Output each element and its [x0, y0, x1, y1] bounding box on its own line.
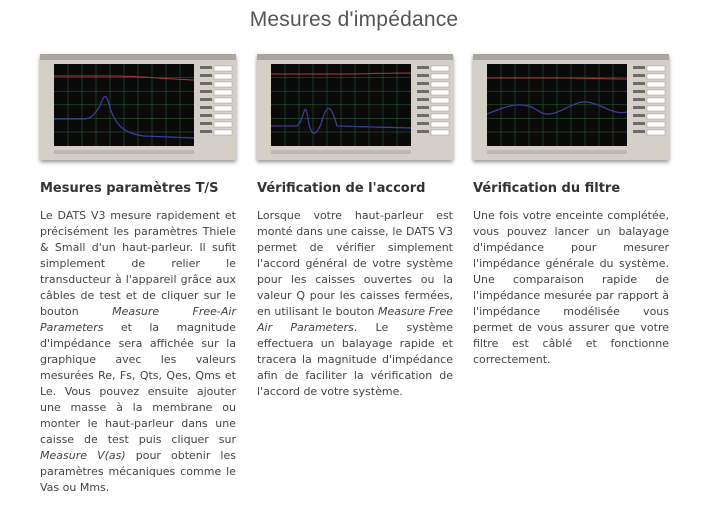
plot-area	[271, 64, 411, 146]
graph-window-icon	[257, 54, 453, 160]
readout-field	[647, 130, 665, 135]
readout-label	[633, 82, 645, 85]
readout-panel	[200, 66, 232, 135]
page-title: Mesures d'impédance	[249, 8, 459, 31]
readout-field	[431, 130, 449, 135]
readout-field	[214, 122, 232, 127]
readout-field	[431, 82, 449, 87]
menu-bar	[40, 54, 236, 60]
readout-field	[647, 106, 665, 111]
plot-area	[54, 64, 194, 146]
readout-field	[214, 114, 232, 119]
menu-bar	[257, 54, 453, 60]
readout-field	[214, 82, 232, 87]
readout-field	[647, 66, 665, 71]
text-tuning-check	[257, 208, 453, 400]
readout-label	[417, 114, 429, 117]
paragraph-text: Le DATS V3 mesure rapidement et précisément les paramètres Thiele & Small d'un haut-parleur. Il sufit simplement de relier le transducteur à l'appareil grâce aux câbles de test et de cliquer sur le bouton	[40, 209, 236, 318]
paragraph-text: pour obtenir les paramètres mécaniques comme le Vas ou Mms.	[40, 449, 236, 494]
readout-field	[214, 90, 232, 95]
status-bar	[487, 150, 627, 154]
readout-label	[200, 106, 212, 109]
readout-label	[633, 66, 645, 69]
readout-panel	[417, 66, 449, 135]
readout-field	[647, 90, 665, 95]
readout-label	[417, 82, 429, 85]
text-ts-params	[40, 208, 236, 496]
readout-field	[214, 74, 232, 79]
paragraph-text: . Le système effectuera un balayage rapide et tracera la magnitude d'impédance afin de faciliter la vérification de l'accord de votre système.	[257, 321, 453, 398]
readout-label	[417, 98, 429, 101]
heading-ts-params: Mesures paramètres T/S	[40, 181, 219, 196]
button-name-text: Measure V(as)	[40, 449, 126, 462]
readout-field	[214, 106, 232, 111]
readout-label	[417, 106, 429, 109]
readout-field	[647, 114, 665, 119]
status-bar	[271, 150, 411, 154]
readout-field	[431, 90, 449, 95]
screenshot-tuning-check[interactable]	[257, 54, 453, 160]
readout-field	[431, 66, 449, 71]
readout-label	[633, 90, 645, 93]
menu-bar	[473, 54, 669, 60]
status-bar	[54, 150, 194, 154]
readout-field	[214, 130, 232, 135]
paragraph-text: Lorsque votre haut-parleur est monté dans une caisse, le DATS V3 permet de vérifier simplement l'accord général de votre système pour les caisses ouvertes ou la valeur Q pour les caisses fermées, en utilisant le bouton	[257, 209, 453, 318]
readout-field	[647, 122, 665, 127]
readout-label	[633, 114, 645, 117]
readout-label	[200, 130, 212, 133]
readout-label	[417, 90, 429, 93]
readout-field	[431, 74, 449, 79]
heading-filter-check: Vérification du filtre	[473, 181, 621, 196]
readout-label	[633, 130, 645, 133]
heading-tuning-check: Vérification de l'accord	[257, 181, 426, 196]
readout-label	[633, 74, 645, 77]
readout-field	[214, 66, 232, 71]
readout-label	[633, 98, 645, 101]
readout-label	[200, 114, 212, 117]
readout-label	[200, 74, 212, 77]
readout-label	[633, 122, 645, 125]
readout-label	[633, 106, 645, 109]
button-name-text: Measure Free-Air Parameters	[40, 305, 236, 334]
readout-field	[431, 106, 449, 111]
readout-field	[214, 98, 232, 103]
readout-panel	[633, 66, 665, 135]
readout-label	[417, 74, 429, 77]
plot-area	[487, 64, 627, 146]
graph-window-icon	[473, 54, 669, 160]
paragraph-text: et la magnitude d'impédance sera affichée sur la graphique avec les valeurs mesurées Re, Fs, Qts, Qes, Qms et Le. Vous pouvez ensuite ajouter une masse à la membrane ou monter le haut-parleur dans une caisse de test puis cliquer sur	[40, 321, 236, 446]
readout-field	[431, 122, 449, 127]
readout-label	[200, 98, 212, 101]
readout-label	[417, 130, 429, 133]
readout-label	[417, 66, 429, 69]
readout-label	[200, 82, 212, 85]
text-filter-check	[473, 208, 669, 368]
readout-field	[647, 98, 665, 103]
readout-label	[200, 122, 212, 125]
screenshot-filter-check[interactable]	[473, 54, 669, 160]
readout-field	[647, 82, 665, 87]
readout-label	[200, 66, 212, 69]
readout-label	[417, 122, 429, 125]
readout-field	[431, 114, 449, 119]
button-name-text: Measure Free Air Parameters	[257, 305, 453, 334]
screenshot-ts-params[interactable]	[40, 54, 236, 160]
readout-label	[200, 90, 212, 93]
graph-window-icon	[40, 54, 236, 160]
readout-field	[431, 98, 449, 103]
readout-field	[647, 74, 665, 79]
paragraph-text: Une fois votre enceinte complétée, vous pouvez lancer un balayage d'impédance pour mesurer l'impédance générale du système. Une comparaison rapide de l'impédance mesurée par rapport à l'impédance modélisée vous permet de vous assurer que votre filtre est câblé et fonctionne correctement.	[473, 209, 669, 366]
